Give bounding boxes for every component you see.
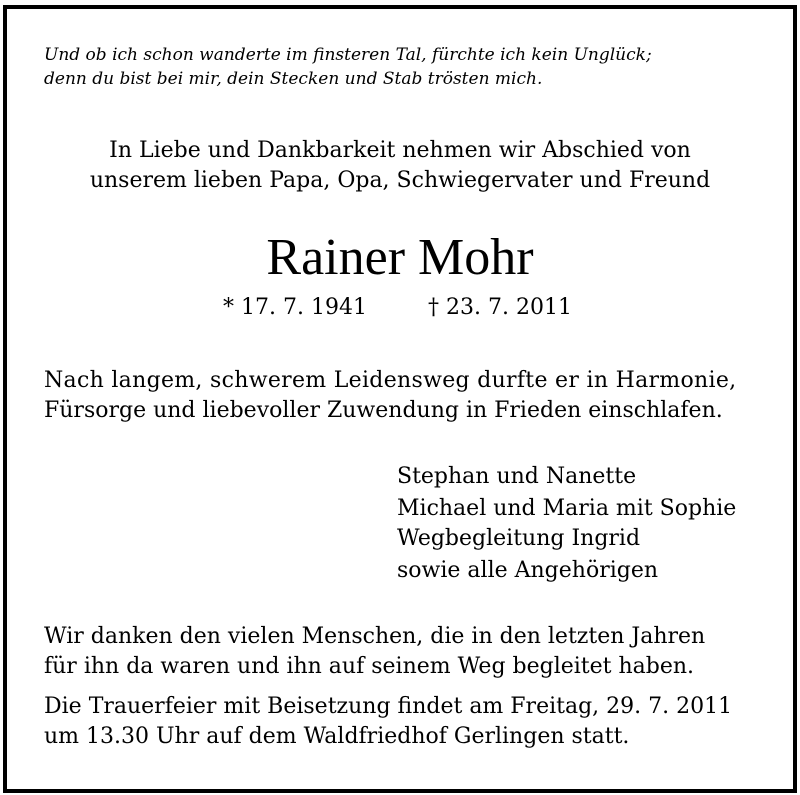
thanks-line-1: Wir danken den vielen Menschen, die in den letzten Jahren [44, 624, 706, 649]
death-date: † 23. 7. 2011 [428, 295, 572, 320]
thanks-line-2: für ihn da waren und ihn auf seinem Weg begleitet haben. [44, 654, 695, 679]
verse-line-1: Und ob ich schon wanderte im finsteren Tal, fürchte ich kein Unglück; [44, 45, 652, 65]
intro-line-2: unserem lieben Papa, Opa, Schwiegervater und Freund [89, 168, 711, 193]
mourner-name: Wegbegleitung Ingrid [397, 526, 641, 551]
message-line-2: Fürsorge und liebevoller Zuwendung in Frieden einschlafen. [44, 398, 723, 423]
mourner-name: Stephan und Nanette [397, 464, 637, 489]
funeral-line-2: um 13.30 Uhr auf dem Waldfriedhof Gerlingen statt. [44, 724, 630, 749]
mourner-name: sowie alle Angehörigen [397, 558, 659, 583]
deceased-name: Rainer Mohr [266, 229, 534, 286]
funeral-line-1: Die Trauerfeier mit Beisetzung findet am Freitag, 29. 7. 2011 [44, 694, 733, 719]
birth-date: * 17. 7. 1941 [223, 295, 367, 320]
message-line-1: Nach langem, schwerem Leidensweg durfte er in Harmonie, [44, 368, 737, 393]
intro-line-1: In Liebe und Dankbarkeit nehmen wir Abschied von [109, 138, 691, 163]
verse-line-2: denn du bist bei mir, dein Stecken und Stab trösten mich. [44, 69, 543, 89]
mourner-name: Michael und Maria mit Sophie [397, 496, 737, 521]
